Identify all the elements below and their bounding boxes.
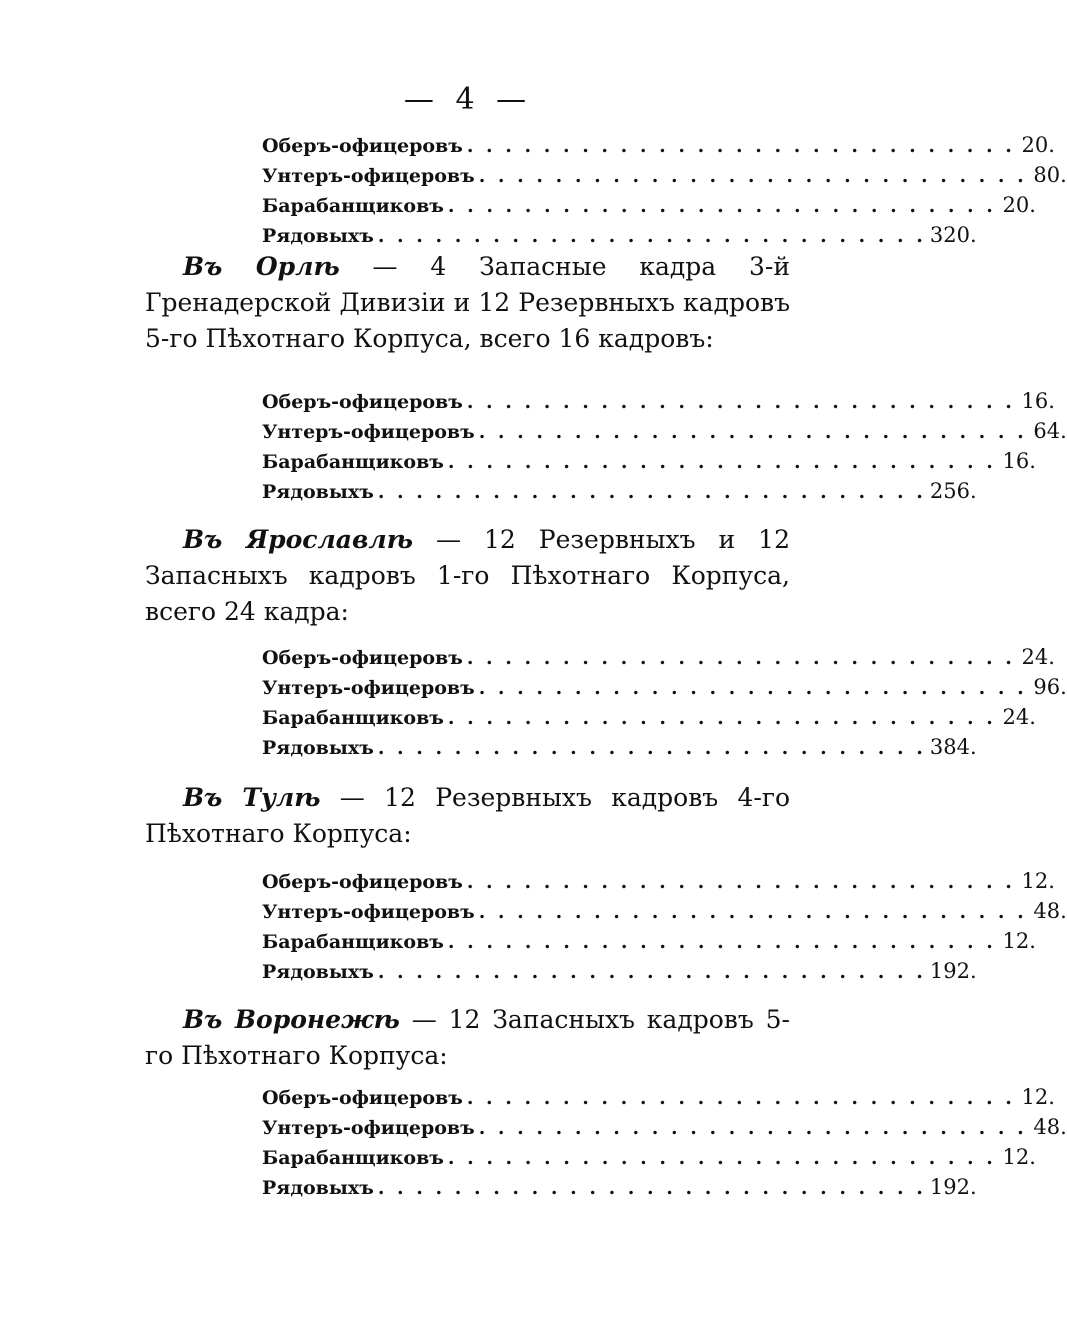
leader-dots: . . . . . . . . . . . . . . . . . . . . . . . . . . . . . — [466, 1087, 1015, 1109]
row-value: 256. — [929, 479, 977, 503]
row-label: Рядовыхъ — [262, 481, 374, 503]
leader-dots: . . . . . . . . . . . . . . . . . . . . . . . . . . . . . — [466, 871, 1015, 893]
row-label: Барабанщиковъ — [262, 451, 444, 473]
section-text: — 12 Резервныхъ кадровъ 4-го Пѣхотнаго Корпуса: — [145, 783, 790, 848]
row-label: Барабанщиковъ — [262, 931, 444, 953]
section-text: — 4 Запасные кадра 3-й Гренадерской Дивизіи и 12 Резервныхъ кадровъ 5-го Пѣхотнаго Корпуса, всего 16 кадровъ: — [145, 252, 790, 353]
row-label: Оберъ-офицеровъ — [262, 135, 463, 157]
row-value: 320. — [929, 223, 977, 247]
row-label: Унтеръ-офицеровъ — [262, 677, 475, 699]
table-row — [262, 732, 977, 762]
leader-dots: . . . . . . . . . . . . . . . . . . . . . . . . . . . . . — [377, 961, 926, 983]
row-value: 12. — [1002, 1145, 1036, 1169]
table-row — [262, 672, 1067, 702]
table-row — [262, 190, 1036, 220]
leader-dots: . . . . . . . . . . . . . . . . . . . . . . . . . . . . . — [478, 1117, 1027, 1139]
personnel-table — [262, 130, 1067, 250]
table-row — [262, 386, 1055, 416]
table-row — [262, 1082, 1055, 1112]
row-label: Унтеръ-офицеровъ — [262, 901, 475, 923]
table-row — [262, 896, 1067, 926]
table-row — [262, 220, 977, 250]
leader-dots: . . . . . . . . . . . . . . . . . . . . . . . . . . . . . — [466, 647, 1015, 669]
row-label: Барабанщиковъ — [262, 707, 444, 729]
table-row — [262, 642, 1055, 672]
row-value: 80. — [1033, 163, 1067, 187]
row-value: 192. — [929, 959, 977, 983]
personnel-table — [262, 642, 1067, 762]
row-label: Унтеръ-офицеровъ — [262, 421, 475, 443]
section-paragraph — [145, 1002, 790, 1074]
row-value: 16. — [1002, 449, 1036, 473]
leader-dots: . . . . . . . . . . . . . . . . . . . . . . . . . . . . . — [447, 451, 996, 473]
leader-dots: . . . . . . . . . . . . . . . . . . . . . . . . . . . . . — [447, 931, 996, 953]
row-label: Рядовыхъ — [262, 1177, 374, 1199]
table-row — [262, 956, 977, 986]
row-label: Барабанщиковъ — [262, 1147, 444, 1169]
row-value: 48. — [1033, 899, 1067, 923]
leader-dots: . . . . . . . . . . . . . . . . . . . . . . . . . . . . . — [377, 225, 926, 247]
leader-dots: . . . . . . . . . . . . . . . . . . . . . . . . . . . . . — [377, 1177, 926, 1199]
table-row — [262, 926, 1036, 956]
row-value: 24. — [1002, 705, 1036, 729]
row-label: Оберъ-офицеровъ — [262, 1087, 463, 1109]
row-value: 64. — [1033, 419, 1067, 443]
city-name: Въ Воронежѣ — [183, 1005, 400, 1034]
table-row — [262, 130, 1055, 160]
row-label: Унтеръ-офицеровъ — [262, 165, 475, 187]
city-name: Въ Тулѣ — [183, 783, 321, 812]
leader-dots: . . . . . . . . . . . . . . . . . . . . . . . . . . . . . — [377, 737, 926, 759]
row-value: 12. — [1021, 869, 1055, 893]
section-text: — 12 Запасныхъ кадровъ 5-го Пѣхотнаго Корпуса: — [145, 1005, 790, 1070]
leader-dots: . . . . . . . . . . . . . . . . . . . . . . . . . . . . . — [478, 421, 1027, 443]
row-value: 20. — [1002, 193, 1036, 217]
table-row — [262, 1112, 1067, 1142]
section-text: — 12 Резервныхъ и 12 Запасныхъ кадровъ 1-го Пѣхотнаго Корпуса, всего 24 кадра: — [145, 525, 790, 626]
row-label: Унтеръ-офицеровъ — [262, 1117, 475, 1139]
table-row — [262, 416, 1067, 446]
row-value: 48. — [1033, 1115, 1067, 1139]
row-label: Оберъ-офицеровъ — [262, 391, 463, 413]
leader-dots: . . . . . . . . . . . . . . . . . . . . . . . . . . . . . — [478, 677, 1027, 699]
row-value: 96. — [1033, 675, 1067, 699]
city-name: Въ Ярославлѣ — [183, 525, 413, 554]
table-row — [262, 446, 1036, 476]
personnel-table — [262, 866, 1067, 986]
row-value: 12. — [1021, 1085, 1055, 1109]
section-paragraph — [145, 780, 790, 852]
personnel-table — [262, 1082, 1067, 1202]
row-label: Барабанщиковъ — [262, 195, 444, 217]
row-label: Рядовыхъ — [262, 737, 374, 759]
row-label: Оберъ-офицеровъ — [262, 871, 463, 893]
page-number: — 4 — — [403, 82, 533, 117]
personnel-table — [262, 386, 1067, 506]
table-row — [262, 702, 1036, 732]
leader-dots: . . . . . . . . . . . . . . . . . . . . . . . . . . . . . — [466, 135, 1015, 157]
row-value: 24. — [1021, 645, 1055, 669]
table-row — [262, 160, 1067, 190]
leader-dots: . . . . . . . . . . . . . . . . . . . . . . . . . . . . . — [478, 165, 1027, 187]
row-label: Рядовыхъ — [262, 961, 374, 983]
table-row — [262, 476, 977, 506]
row-value: 384. — [929, 735, 977, 759]
city-name: Въ Орлѣ — [183, 252, 340, 281]
row-label: Рядовыхъ — [262, 225, 374, 247]
row-value: 20. — [1021, 133, 1055, 157]
leader-dots: . . . . . . . . . . . . . . . . . . . . . . . . . . . . . — [377, 481, 926, 503]
leader-dots: . . . . . . . . . . . . . . . . . . . . . . . . . . . . . — [447, 1147, 996, 1169]
leader-dots: . . . . . . . . . . . . . . . . . . . . . . . . . . . . . — [447, 707, 996, 729]
row-label: Оберъ-офицеровъ — [262, 647, 463, 669]
row-value: 192. — [929, 1175, 977, 1199]
table-row — [262, 1172, 977, 1202]
leader-dots: . . . . . . . . . . . . . . . . . . . . . . . . . . . . . — [447, 195, 996, 217]
leader-dots: . . . . . . . . . . . . . . . . . . . . . . . . . . . . . — [478, 901, 1027, 923]
leader-dots: . . . . . . . . . . . . . . . . . . . . . . . . . . . . . — [466, 391, 1015, 413]
row-value: 16. — [1021, 389, 1055, 413]
table-row — [262, 866, 1055, 896]
table-row — [262, 1142, 1036, 1172]
section-paragraph — [145, 249, 790, 357]
row-value: 12. — [1002, 929, 1036, 953]
section-paragraph — [145, 522, 790, 630]
